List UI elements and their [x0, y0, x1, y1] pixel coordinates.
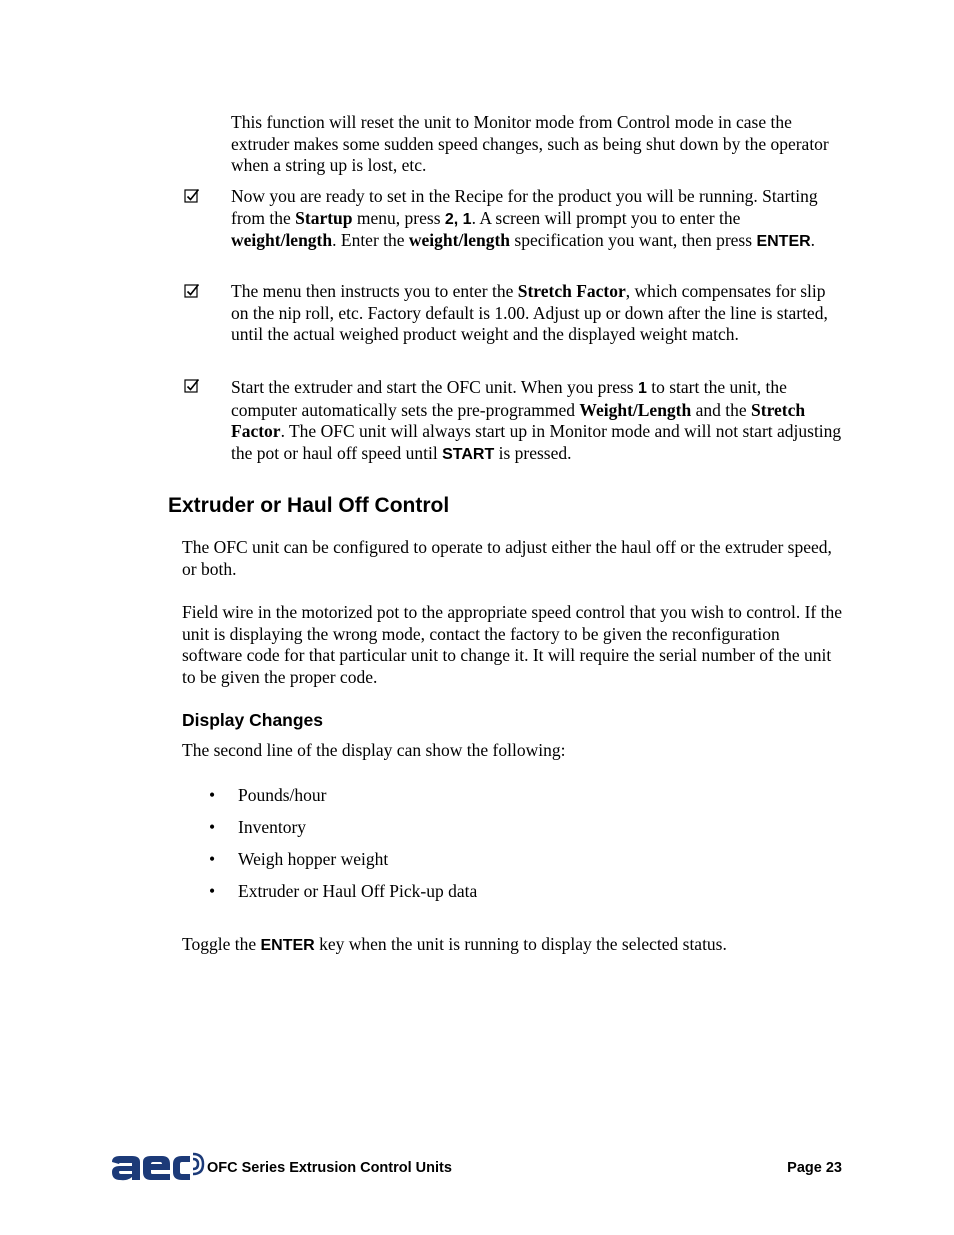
footer-title: OFC Series Extrusion Control Units	[207, 1160, 452, 1176]
checklist-item-stretch-factor: The menu then instructs you to enter the Stretch Factor, which compensates for slip on the nip roll, etc. Factory default is 1.00. Adjust up or down after the line is started, until the actual weighed product weight and the displayed weight match.	[231, 281, 828, 345]
bullet-dot: •	[209, 881, 216, 901]
list-item: • Extruder or Haul Off Pick-up data	[209, 881, 478, 901]
checkbox-checked-icon	[184, 378, 200, 394]
bullet-dot: •	[209, 817, 216, 837]
section-paragraph-1: The OFC unit can be configured to operate to adjust either the haul off or the extruder speed, or both.	[182, 537, 832, 579]
bullet-list	[182, 785, 782, 913]
subsection-intro: The second line of the display can show the following:	[182, 740, 566, 760]
bullet-dot: •	[209, 849, 216, 869]
page-number: Page 23	[787, 1160, 842, 1176]
list-item: • Weigh hopper weight	[209, 849, 389, 869]
checklist-item-recipe: Now you are ready to set in the Recipe for the product you will be running. Starting from the Startup menu, press 2, 1. A screen will prompt you to enter the weight/length. Enter the weight/length specification you want, then press ENTER.	[231, 186, 818, 251]
aec-logo	[110, 1150, 205, 1184]
section-paragraph-2: Field wire in the motorized pot to the appropriate speed control that you wish to control. If the unit is displaying the wrong mode, contact the factory to be given the reconfiguration software code for that particular unit to change it. It will require the serial number of the unit to be given the proper code.	[182, 602, 842, 687]
list-item: • Pounds/hour	[209, 785, 327, 805]
bullet-dot: •	[209, 785, 216, 805]
intro-paragraph: This function will reset the unit to Monitor mode from Control mode in case the extruder makes some sudden speed changes, such as being shut down by the operator when a string up is lost, etc.	[231, 112, 829, 176]
checkbox-checked-icon	[184, 283, 200, 299]
list-item: • Inventory	[209, 817, 307, 837]
toggle-paragraph: Toggle the ENTER key when the unit is running to display the selected status.	[182, 934, 727, 954]
checklist-item-start: Start the extruder and start the OFC unit. When you press 1 to start the unit, the computer automatically sets the pre-programmed Weight/Length and the Stretch Factor. The OFC unit will always start up in Monitor mode and will not start adjusting the pot or haul off speed until START is pressed.	[231, 377, 842, 463]
subsection-heading: Display Changes	[182, 710, 324, 730]
checkbox-checked-icon	[184, 188, 200, 204]
section-heading: Extruder or Haul Off Control	[168, 494, 450, 517]
